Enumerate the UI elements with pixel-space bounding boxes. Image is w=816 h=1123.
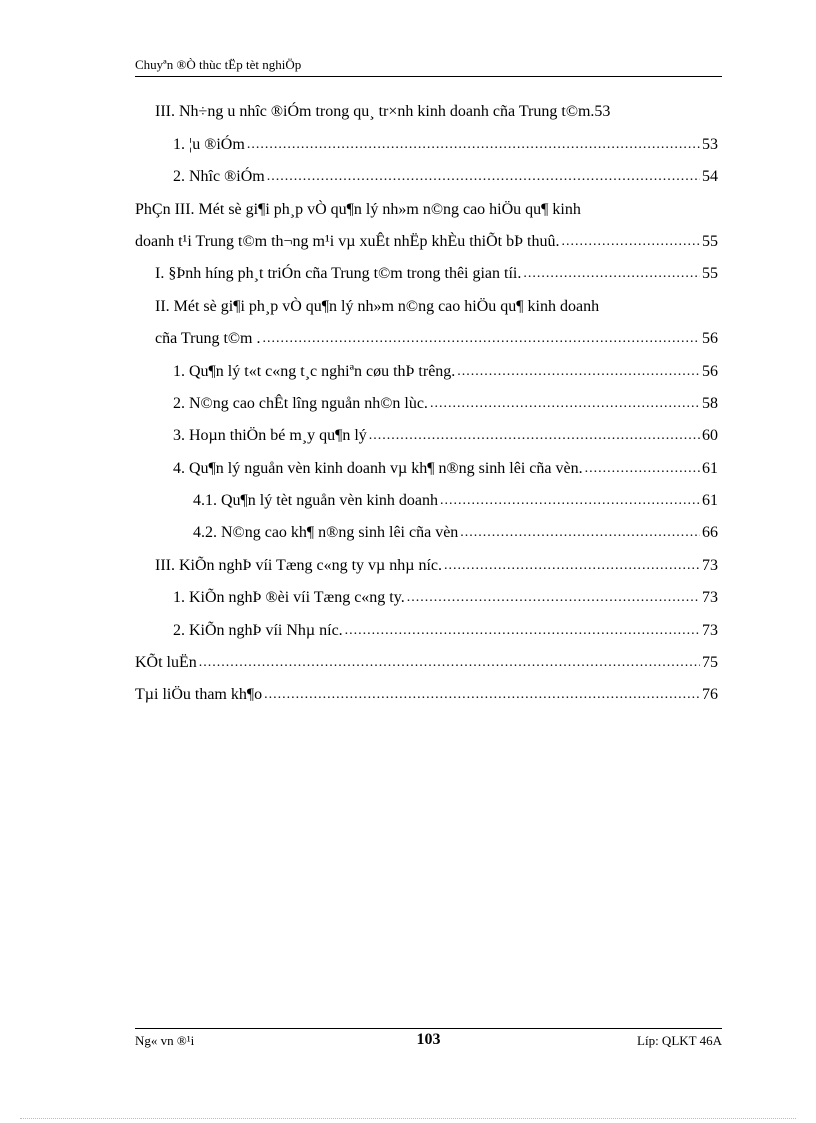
toc-leader-dots: [267, 167, 700, 187]
toc-entry-page: 73: [702, 589, 718, 607]
toc-entry-text: I. §Þnh híng ph¸t triÓn cña Trung t©m trong thêi gian tíi.: [155, 265, 522, 283]
toc-entry: [135, 317, 718, 349]
toc-entry-text: 2. KiÕn nghÞ víi Nhµ níc.: [173, 621, 343, 639]
toc-entry-text: KÕt luËn: [135, 654, 197, 672]
toc-entry-page: 73: [702, 621, 718, 639]
toc-entry: [135, 155, 718, 187]
toc-entry-text: cña Trung t©m .: [155, 330, 261, 348]
toc-entry-text: PhÇn III. Mét sè gi¶i ph¸p vÒ qu¶n lý nh»m n©ng cao hiÖu qu¶ kinh: [135, 200, 581, 218]
toc-entry: [135, 349, 718, 381]
toc-leader-dots: [523, 264, 700, 284]
toc-entry-text: 3. Hoµn thiÖn bé m¸y qu¶n lý: [173, 427, 367, 445]
toc-entry: [135, 479, 718, 511]
toc-entry-text: III. Nh÷ng u nhîc ®iÓm trong qu¸ tr×nh kinh doanh cña Trung t©m: [155, 103, 591, 121]
toc-entry-text: 4. Qu¶n lý nguån vèn kinh doanh vµ kh¶ n®ng sinh lêi cña vèn.: [173, 459, 583, 477]
toc-entry: [135, 382, 718, 414]
toc-entry: [135, 543, 718, 575]
toc-leader-dots: [263, 329, 701, 349]
toc-entry-page: 73: [702, 556, 718, 574]
toc-entry-text: II. Mét sè gi¶i ph¸p vÒ qu¶n lý nh»m n©ng cao hiÖu qu¶ kinh doanh: [155, 297, 600, 315]
toc-leader-dots: [585, 459, 700, 479]
toc-leader-dots: [460, 523, 700, 543]
running-footer: [135, 1028, 722, 1053]
toc-entry: [135, 673, 718, 705]
toc-entry-page: 66: [702, 524, 718, 542]
table-of-contents: [135, 90, 718, 705]
running-header: [135, 56, 722, 77]
footer-author: Ng« vn ®¹i: [135, 1033, 195, 1048]
toc-leader-dots: [444, 556, 700, 576]
toc-entry-text: 1. ¦u ®iÓm: [173, 135, 245, 153]
toc-entry: [135, 220, 718, 252]
toc-entry-text: 1. Qu¶n lý t«t c«ng t¸c nghiªn cøu thÞ trêng.: [173, 362, 456, 380]
toc-entry-text: 4.1. Qu¶n lý tèt nguån vèn kinh doanh: [193, 492, 438, 510]
toc-entry-text: doanh t¹i Trung t©m th¬ng m¹i vµ xuÊt nhËp khÈu thiÕt bÞ thuû.: [135, 232, 560, 250]
toc-leader-dots: [247, 135, 700, 155]
toc-leader-dots: [407, 588, 700, 608]
toc-entry-page: 61: [702, 459, 718, 477]
footer-class: Líp: QLKT 46A: [637, 1033, 722, 1048]
toc-entry-page: 61: [702, 492, 718, 510]
toc-entry-page: 53: [702, 135, 718, 153]
toc-entry: [135, 446, 718, 478]
toc-entry: [135, 187, 718, 219]
page-edge-divider: [20, 1118, 796, 1119]
toc-entry: [135, 414, 718, 446]
toc-entry-page: 54: [702, 168, 718, 186]
toc-entry-text: 4.2. N©ng cao kh¶ n®ng sinh lêi cña vèn: [193, 524, 459, 542]
toc-leader-dots: [430, 394, 700, 414]
toc-entry: [135, 284, 718, 316]
page-number: 103: [416, 1031, 441, 1048]
toc-entry: [135, 608, 718, 640]
toc-entry-page: 56: [702, 330, 718, 348]
toc-entry: [135, 90, 718, 122]
toc-entry-page: 55: [702, 232, 718, 250]
toc-entry-text: Tµi liÖu tham kh¶o: [135, 686, 263, 704]
toc-leader-dots: [440, 491, 700, 511]
toc-leader-dots: [561, 232, 700, 252]
toc-entry-page: 75: [702, 654, 718, 672]
toc-entry: [135, 511, 718, 543]
toc-entry-text: III. KiÕn nghÞ víi Tæng c«ng ty vµ nhµ níc.: [155, 556, 443, 574]
toc-entry: [135, 576, 718, 608]
toc-entry: [135, 252, 718, 284]
toc-entry-page: 58: [702, 394, 718, 412]
toc-leader-dots: [199, 653, 700, 673]
toc-entry-text: 2. N©ng cao chÊt lîng nguån nh©n lùc.: [173, 394, 428, 412]
toc-entry: [135, 641, 718, 673]
toc-entry-page: 56: [702, 362, 718, 380]
toc-leader-dots: [345, 621, 700, 641]
toc-leader-dots: [264, 685, 700, 705]
toc-entry-page: 55: [702, 265, 718, 283]
toc-leader-dots: [369, 426, 700, 446]
toc-entry: [135, 122, 718, 154]
header-title: Chuyªn ®Ò thùc tËp tèt nghiÖp: [135, 57, 302, 72]
toc-entry-text: 1. KiÕn nghÞ ®èi víi Tæng c«ng ty.: [173, 589, 405, 607]
toc-entry-page: 76: [702, 686, 718, 704]
toc-leader-dots: [457, 362, 700, 382]
toc-entry-text: 2. Nhîc ®iÓm: [173, 168, 265, 186]
toc-leader-dot: .: [590, 103, 595, 121]
toc-entry-page: 60: [702, 427, 718, 445]
toc-entry-page: 53: [594, 103, 611, 121]
